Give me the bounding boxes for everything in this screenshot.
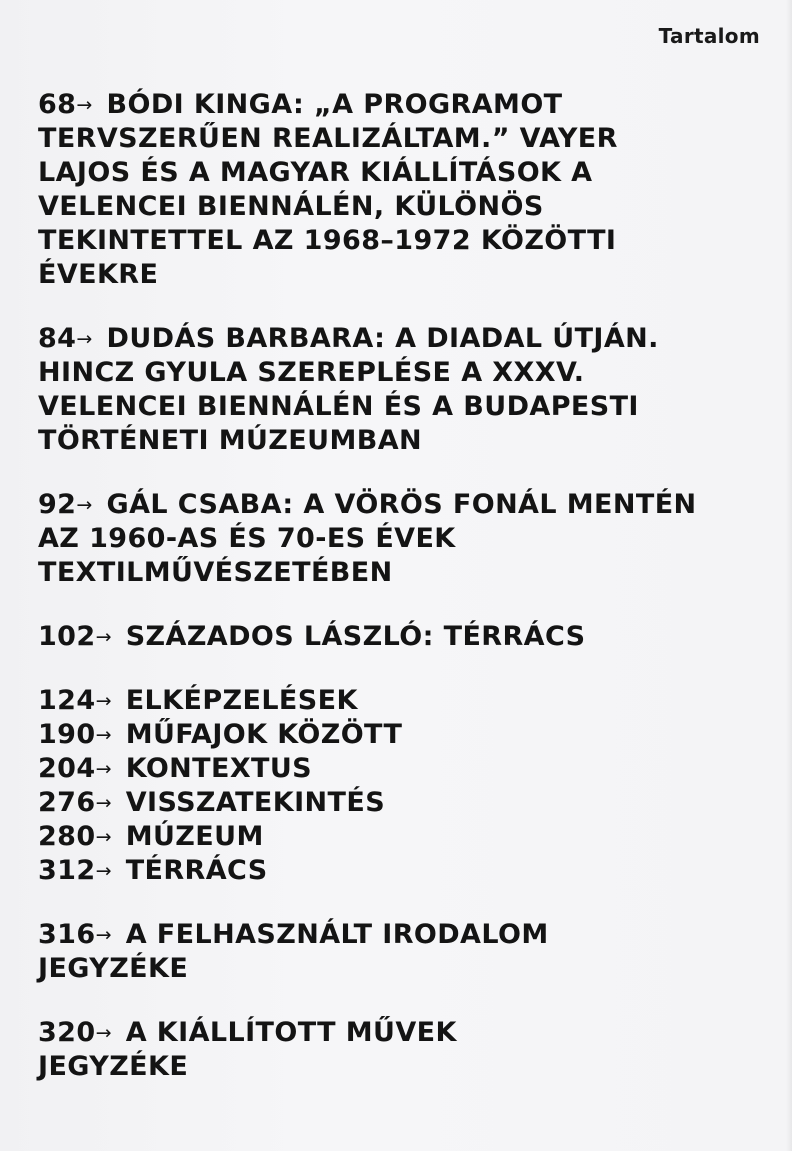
toc-page-number: 68 <box>38 89 77 120</box>
arrow-icon: → <box>95 690 112 712</box>
arrow-icon: → <box>76 328 93 350</box>
toc-entry-title: BÓDI KINGA: „A PROGRAMOT TERVSZERŰEN REALIZÁLTAM.” VAYER LAJOS ÉS A MAGYAR KIÁLLÍTÁSOK A VELENCEI BIENNÁLÉN, KÜLÖNÖS TEKINTETTEL AZ 1968–1972 KÖZÖTTI ÉVEKRE <box>38 89 618 290</box>
arrow-icon: → <box>95 826 112 848</box>
toc-entry <box>38 918 698 986</box>
toc-entry <box>38 820 768 854</box>
arrow-icon: → <box>76 494 93 516</box>
toc-entry-title: VISSZATEKINTÉS <box>125 787 386 818</box>
toc-page-number: 320 <box>38 1017 96 1048</box>
toc-entry-title: SZÁZADOS LÁSZLÓ: TÉRRÁCS <box>125 621 586 652</box>
toc-page-number: 102 <box>38 621 96 652</box>
toc-entry <box>38 684 768 718</box>
arrow-icon: → <box>95 792 112 814</box>
toc-entry-title: TÉRRÁCS <box>125 855 268 886</box>
arrow-icon: → <box>95 626 112 648</box>
toc-page-number: 312 <box>38 855 96 886</box>
toc-entry-title: KONTEXTUS <box>125 753 313 784</box>
toc-entry-title: MÚZEUM <box>125 821 264 852</box>
toc-entry-title: A FELHASZNÁLT IRODALOM JEGYZÉKE <box>38 919 549 984</box>
toc-entry <box>38 620 768 654</box>
toc-entry-title: ELKÉPZELÉSEK <box>125 685 358 716</box>
toc-page-number: 84 <box>38 323 77 354</box>
toc-entry <box>38 1016 598 1084</box>
toc-entry <box>38 854 768 888</box>
arrow-icon: → <box>95 758 112 780</box>
toc-page-number: 190 <box>38 719 96 750</box>
toc-entry <box>38 718 768 752</box>
toc-entry-title: MŰFAJOK KÖZÖTT <box>125 719 403 750</box>
page-edge-shadow <box>786 0 792 1151</box>
toc-entry-title: DUDÁS BARBARA: A DIADAL ÚTJÁN. HINCZ GYULA SZEREPLÉSE A XXXV. VELENCEI BIENNÁLÉN ÉS A BUDAPESTI TÖRTÉNETI MÚZEUMBAN <box>38 323 659 456</box>
toc-entry-title: GÁL CSABA: A VÖRÖS FONÁL MENTÉN AZ 1960-AS ÉS 70-ES ÉVEK TEXTILMŰVÉSZETÉBEN <box>38 489 697 588</box>
toc-entry <box>38 786 768 820</box>
arrow-icon: → <box>95 924 112 946</box>
toc-page-number: 276 <box>38 787 96 818</box>
toc-page-number: 280 <box>38 821 96 852</box>
toc-entry <box>38 752 768 786</box>
arrow-icon: → <box>95 1022 112 1044</box>
toc-entry-title: A KIÁLLÍTOTT MŰVEK JEGYZÉKE <box>38 1017 457 1082</box>
toc-entry <box>38 322 678 458</box>
arrow-icon: → <box>76 94 93 116</box>
arrow-icon: → <box>95 724 112 746</box>
running-head: Tartalom <box>658 24 760 48</box>
table-of-contents <box>38 88 768 1084</box>
arrow-icon: → <box>95 860 112 882</box>
toc-page-number: 204 <box>38 753 96 784</box>
toc-entry <box>38 488 728 590</box>
toc-entry <box>38 88 678 292</box>
toc-page-number: 124 <box>38 685 96 716</box>
toc-page-number: 316 <box>38 919 96 950</box>
toc-page-number: 92 <box>38 489 77 520</box>
